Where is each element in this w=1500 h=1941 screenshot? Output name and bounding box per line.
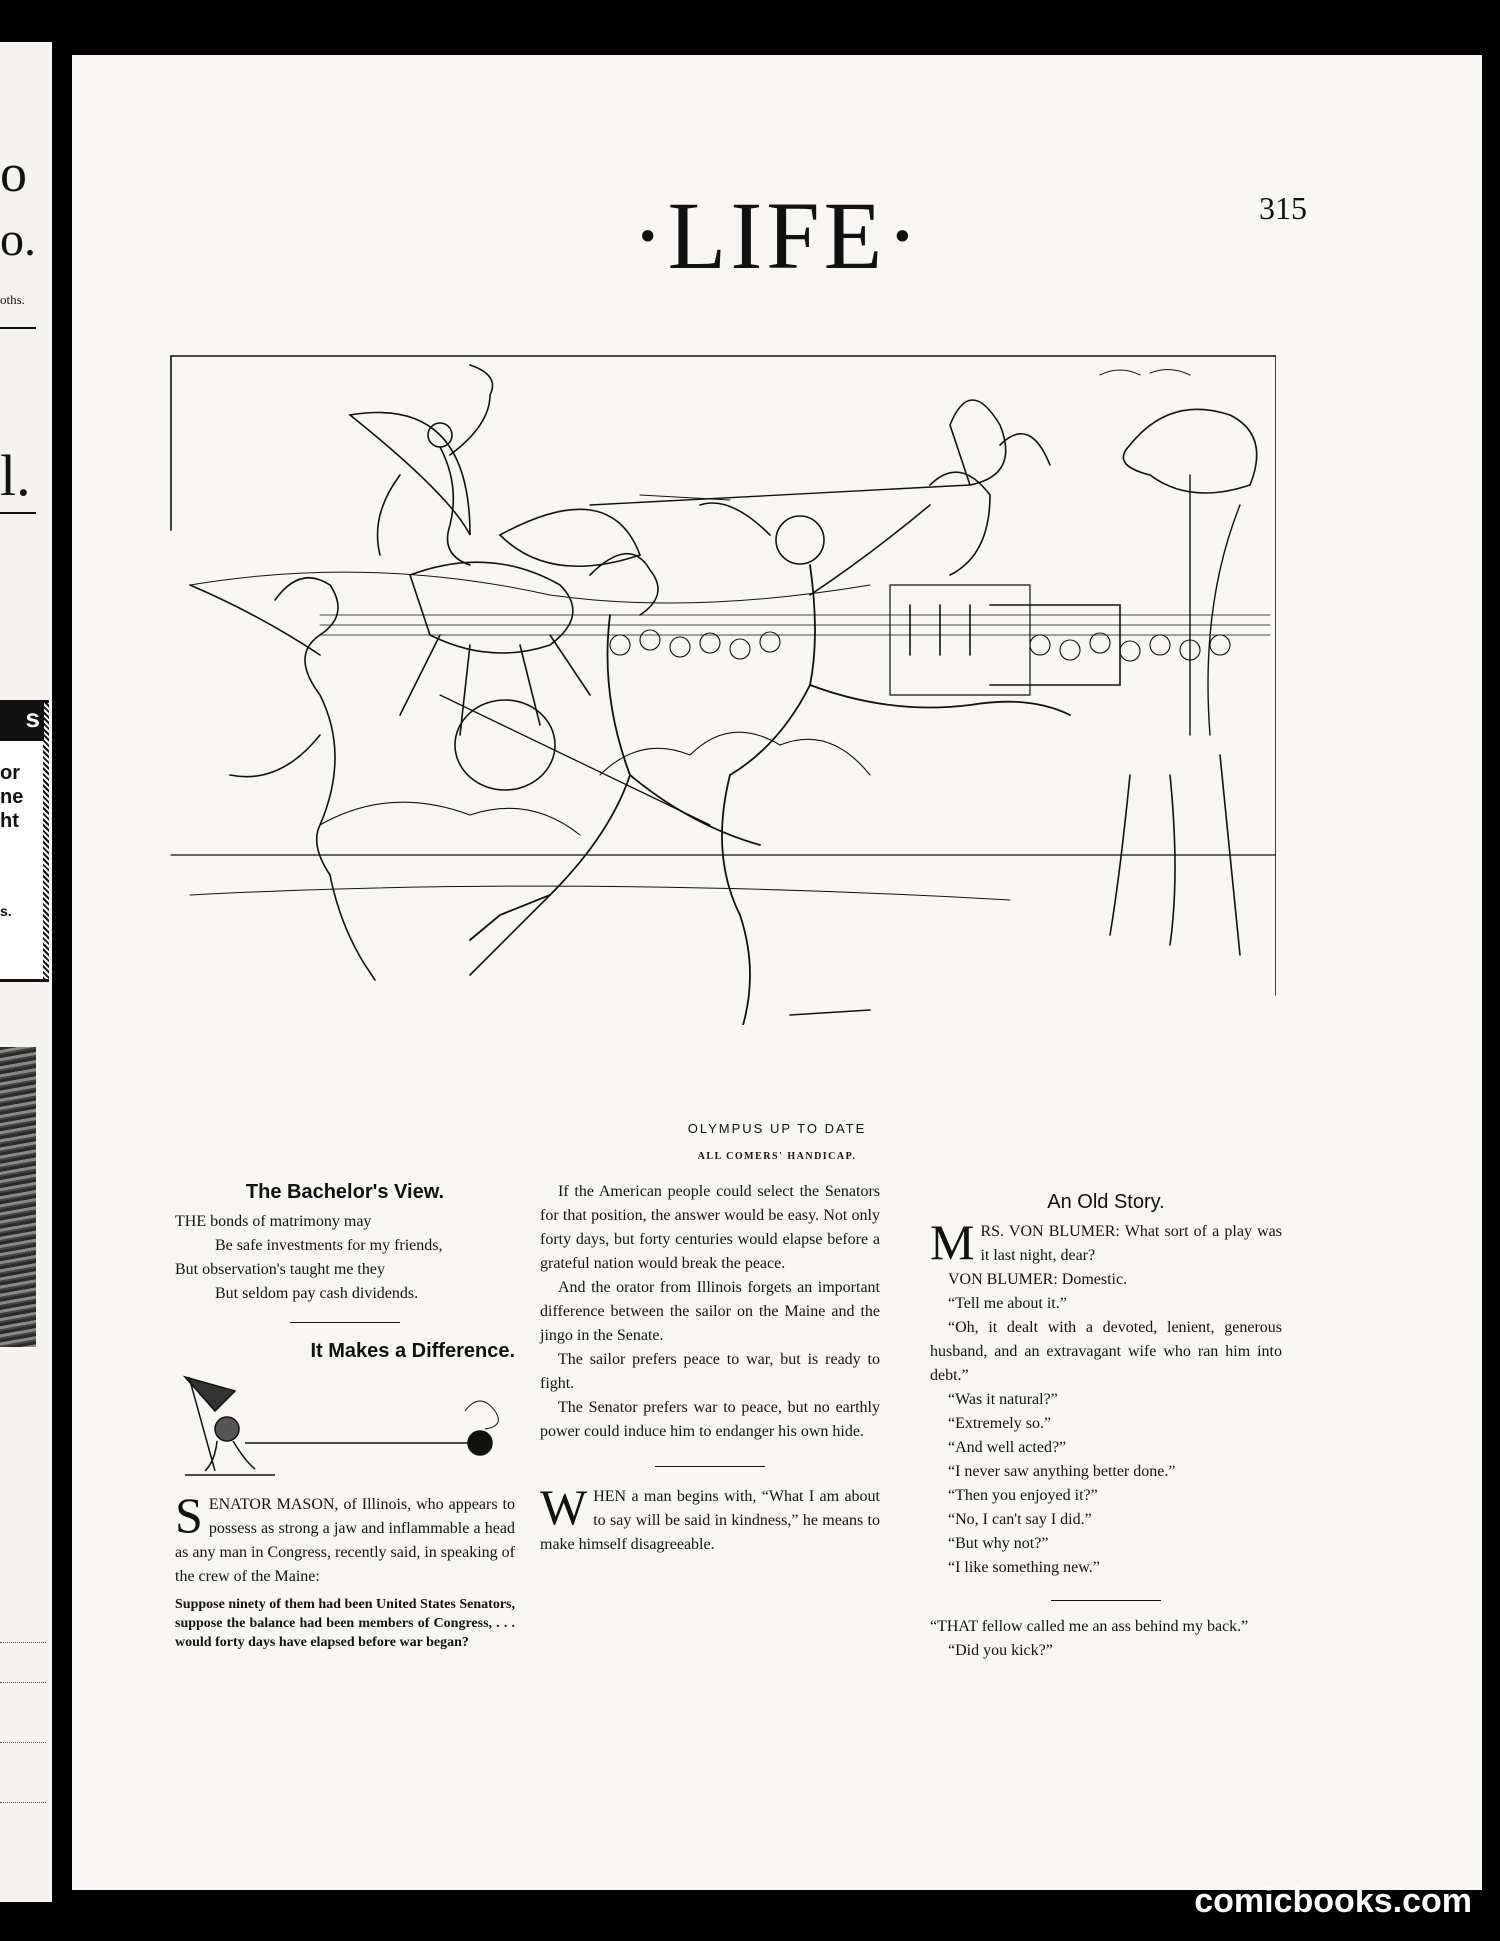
dialogue-line: “I like something new.” <box>948 1559 1100 1576</box>
prev-fragment: oths. <box>0 292 25 307</box>
masthead: ·LIFE· <box>631 182 923 289</box>
dialogue-line: “And well acted?” <box>948 1439 1067 1456</box>
prev-engraving <box>0 1047 36 1347</box>
dialogue-line: “Oh, it dealt with a devoted, lenient, generous husband, and an extravagant wife who ran him into debt.” <box>930 1319 1282 1384</box>
olympus-illustration <box>170 355 1276 1025</box>
joke-line: “THAT fellow called me an ass behind my back.” <box>930 1618 1249 1635</box>
column-middle <box>540 1180 880 1557</box>
illustration-caption: OLYMPUS UP TO DATE <box>687 1121 867 1136</box>
prev-ad-box <box>0 700 49 982</box>
prev-fragment: s. <box>0 903 12 919</box>
magazine-page <box>72 55 1482 1890</box>
joke-line: “Did you kick?” <box>948 1642 1053 1659</box>
dialogue-line: VON BLUMER: Domestic. <box>948 1271 1128 1288</box>
section-divider <box>655 1466 765 1467</box>
poem-line: Be safe investments for my friends, <box>215 1237 443 1254</box>
drop-cap: W <box>540 1479 588 1535</box>
poem-line: THE bonds of matrimony may <box>175 1213 372 1230</box>
drop-cap: M <box>930 1214 975 1270</box>
dialogue-line: “No, I can't say I did.” <box>948 1511 1092 1528</box>
dialogue-line: “Tell me about it.” <box>948 1295 1067 1312</box>
prev-dotted-line <box>0 1642 46 1643</box>
illustration-subcaption: ALL COMERS' HANDICAP. <box>697 1151 857 1162</box>
prev-rule <box>0 512 36 514</box>
dialogue-line: “Extremely so.” <box>948 1415 1052 1432</box>
column-left <box>175 1180 515 1652</box>
prev-ad-border-hatch <box>43 703 49 979</box>
prev-dotted-line <box>0 1682 46 1683</box>
heading-an-old-story: An Old Story. <box>1047 1191 1165 1213</box>
prev-fragment: ne <box>0 786 24 808</box>
dialogue-line <box>930 1214 1282 1270</box>
paragraph: The sailor prefers peace to war, but is ready to fight. <box>540 1351 880 1392</box>
section-divider <box>290 1322 400 1323</box>
poem-line: But seldom pay cash dividends. <box>215 1285 419 1302</box>
dialogue-line: “Then you enjoyed it?” <box>948 1487 1098 1504</box>
dialogue-text: RS. VON BLUMER: What sort of a play was it last night, dear? <box>980 1223 1282 1264</box>
prev-rule <box>0 327 36 329</box>
paragraph-senator-mason <box>175 1487 515 1589</box>
dialogue-line: “But why not?” <box>948 1535 1049 1552</box>
poem-bachelors-view <box>175 1210 515 1306</box>
site-watermark: comicbooks.com <box>1194 1882 1472 1920</box>
paragraph: The Senator prefers war to peace, but no earthly power could induce him to endanger his own hide. <box>540 1399 880 1440</box>
quote-ninety: Suppose ninety of them had been United States Senators, suppose the balance had been members of Congress, . . . would forty days have elapsed before war began? <box>175 1597 515 1650</box>
drop-cap: S <box>175 1487 203 1543</box>
prev-dotted-line <box>0 1742 46 1743</box>
dialogue-line: “I never saw anything better done.” <box>948 1463 1176 1480</box>
prev-fragment: ht <box>0 810 19 832</box>
paragraph: If the American people could select the Senators for that position, the answer would be easy. Not only forty days, but forty centuries would elapse before a grateful nation would break the peace. <box>540 1183 880 1272</box>
cannon-vignette-icon <box>175 1371 515 1481</box>
dialogue-line: “Was it natural?” <box>948 1391 1058 1408</box>
poem-line: But observation's taught me they <box>175 1261 385 1278</box>
column-right <box>930 1190 1282 1663</box>
paragraph: And the orator from Illinois forgets an important difference between the sailor on the Maine and the jingo in the Senate. <box>540 1279 880 1344</box>
prev-fragment: o. <box>0 213 36 266</box>
heading-bachelors-view: The Bachelor's View. <box>245 1181 445 1203</box>
previous-page-strip <box>0 42 52 1902</box>
prev-fragment: o <box>0 143 27 203</box>
prev-fragment: or <box>0 762 20 784</box>
paragraph-text: HEN a man begins with, “What I am about to say will be said in kindness,” he means to make himself disagreeable. <box>540 1488 880 1553</box>
prev-dotted-line <box>0 1802 46 1803</box>
section-divider <box>1051 1600 1161 1601</box>
page-number: 315 <box>1259 190 1307 226</box>
illustration-drawing <box>170 355 1276 1025</box>
prev-fragment: l. <box>0 443 31 508</box>
heading-it-makes-a-difference: It Makes a Difference. <box>310 1340 515 1362</box>
paragraph-text: ENATOR MASON, of Illinois, who appears to possess as strong a jaw and inflammable a head as any man in Congress, recently said, in speaking of the crew of the Maine: <box>175 1496 515 1585</box>
prev-fragment: s <box>0 703 44 741</box>
paragraph-when-a-man <box>540 1479 880 1557</box>
